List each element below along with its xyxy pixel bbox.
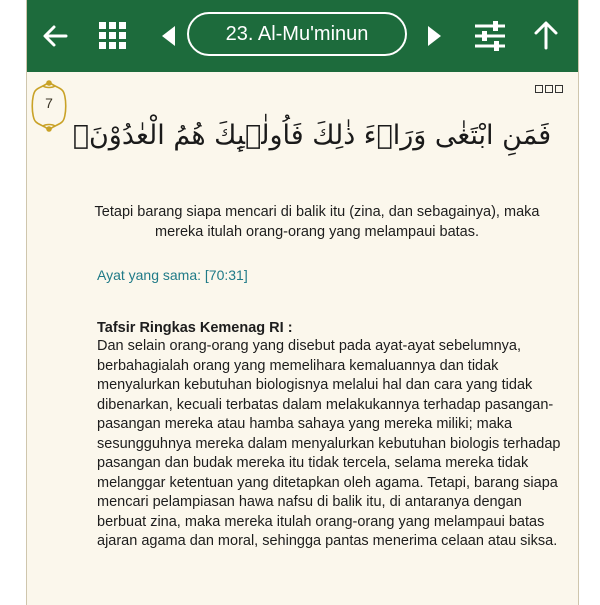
same-ayah-link[interactable]: Ayat yang sama: [70:31] bbox=[97, 267, 248, 283]
ayah-number-medallion bbox=[27, 80, 71, 132]
top-toolbar bbox=[27, 0, 578, 72]
back-arrow-icon[interactable] bbox=[41, 22, 69, 50]
ayah-card bbox=[27, 72, 578, 605]
app-frame bbox=[26, 0, 579, 605]
tafsir-text: Dan selain orang-orang yang disebut pada ayat-ayat sebelumnya, berbahagialah orang yang memelihara kemaluannya dan tidak menyalurkan kebutuhan biologisnya melalui hal dan cara yang tidak dibenarkan, kecuali terbatas dalam melakukannya terhadap pasangan-pasangan mereka atau hamba sahaya yang mereka miliki; maka sesungguhnya mereka dalam menyalurkan kebutuhan biologis terhadap pasangan dan budak mereka itu tidak tercela, selama mereka tidak melanggar ketentuan yang ditetapkan oleh agama. Tetapi, barang siapa mencari pelampiasan hawa nafsu di balik itu, di antaranya dengan berbuat zina, maka mereka itulah orang-orang yang melampaui batas ajaran agama dan moral, sehingga pantas menerima celaan atau siksa. bbox=[97, 338, 561, 549]
arabic-verse: فَمَنِ ابْتَغٰى وَرَاۤءَ ذٰلِكَ فَاُولٰۤىِٕكَ هُمُ الْعٰدُوْنَۚ bbox=[72, 120, 552, 151]
ayah-number: 7 bbox=[45, 95, 53, 111]
surah-selector[interactable]: 23. Al-Mu'minun bbox=[187, 12, 407, 56]
scroll-up-icon[interactable] bbox=[533, 20, 559, 50]
verse-translation: Tetapi barang siapa mencari di balik itu (zina, dan sebagainya), maka mereka itulah orang-orang yang melampaui batas. bbox=[94, 204, 540, 240]
tafsir-title: Tafsir Ringkas Kemenag RI : bbox=[97, 320, 293, 336]
prev-surah-icon[interactable] bbox=[159, 24, 177, 48]
more-options-icon[interactable] bbox=[535, 85, 563, 93]
grid-menu-icon[interactable] bbox=[98, 21, 128, 51]
settings-sliders-icon[interactable] bbox=[474, 21, 506, 51]
next-surah-icon[interactable] bbox=[426, 24, 444, 48]
